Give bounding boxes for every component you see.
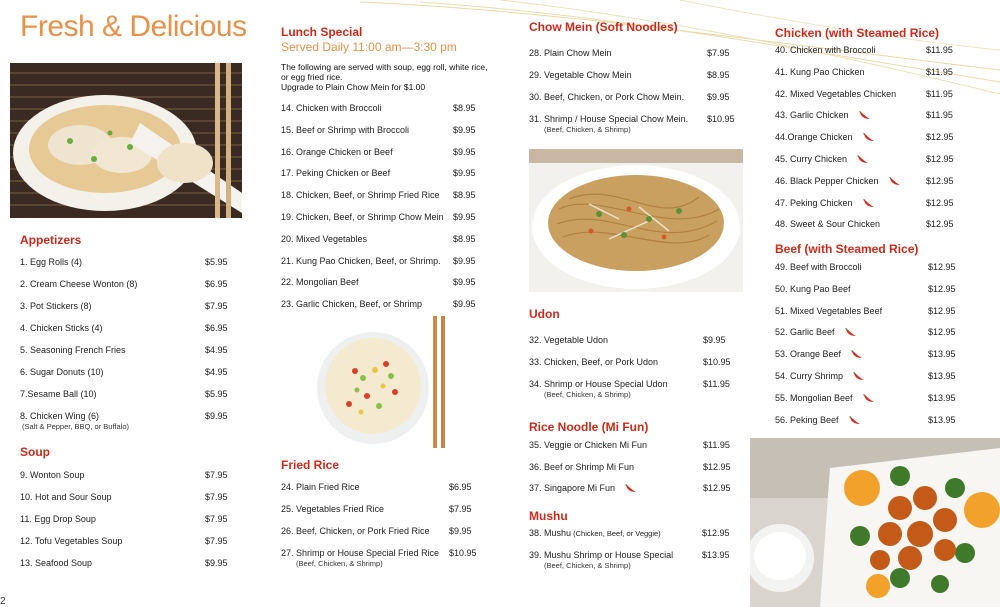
item-name: 53. Orange Beef (775, 349, 842, 360)
item-price: $11.95 (703, 440, 730, 450)
item-price: $12.95 (928, 327, 956, 338)
menu-item-50-kung-pao-beef (775, 284, 968, 298)
menu-item-30-beef-chicken-or-pork-chow-mein (529, 92, 747, 106)
item-price: $11.95 (926, 110, 953, 121)
item-name: 32. Vegetable Udon (529, 335, 609, 345)
item-price: $9.95 (453, 124, 476, 135)
menu-item-43-garlic-chicken (775, 110, 966, 124)
lunch-special-hours: Served Daily 11:00 am—3:30 pm (281, 40, 457, 54)
item-price: $7.95 (449, 504, 472, 514)
item-price: $7.95 (205, 470, 228, 480)
menu-item-17-peking-chicken-or-beef (281, 168, 493, 182)
item-price: $6.95 (449, 482, 472, 492)
item-name: 16. Orange Chicken or Beef (281, 146, 393, 157)
item-price: $11.95 (926, 88, 953, 99)
item-price: $11.95 (703, 379, 730, 389)
item-price: $11.95 (926, 45, 953, 55)
item-name: 49. Beef with Broccoli (775, 262, 862, 272)
menu-item-10-hot-and-sour-soup (20, 492, 245, 506)
wonton-soup-photo (10, 63, 242, 218)
item-price: $10.95 (703, 357, 731, 367)
item-price: $9.95 (205, 411, 228, 421)
chili-pepper-icon (625, 484, 637, 493)
item-name: 21. Kung Pao Chicken, Beef, or Shrimp. (281, 255, 441, 266)
item-name: 9. Wonton Soup (20, 470, 85, 480)
item-name: 38. Mushu (Chicken, Beef, or Veggie) (529, 528, 661, 538)
item-name: 54. Curry Shrimp (775, 371, 844, 381)
item-name: 4. Chicken Sticks (4) (20, 323, 103, 333)
item-name: 19. Chicken, Beef, or Shrimp Chow Mein (281, 212, 444, 222)
item-name: 46. Black Pepper Chicken (775, 175, 879, 186)
item-name: 23. Garlic Chicken, Beef, or Shrimp (281, 299, 423, 310)
item-price: $7.95 (205, 514, 228, 524)
menu-item-25-vegetables-fried-rice (281, 504, 489, 518)
item-name: 1. Egg Rolls (4) (20, 257, 83, 267)
item-price: $9.95 (707, 92, 730, 102)
item-price: $13.95 (928, 414, 956, 425)
item-name: 10. Hot and Sour Soup (20, 492, 112, 502)
menu-item-26-beef-chicken-or-pork-fried-rice (281, 526, 489, 540)
item-note: (Beef, Chicken, & Shrimp) (544, 561, 631, 570)
chow-mein-title: Chow Mein (Soft Noodles) (529, 20, 678, 34)
item-name: 31. Shrimp / House Special Chow Mein. (529, 114, 689, 124)
menu-item-9-wonton-soup (20, 470, 245, 484)
menu-item-2-cream-cheese-wonton-8 (20, 279, 245, 293)
item-price: $12.95 (928, 305, 956, 316)
fried-rice-photo (291, 316, 468, 448)
menu-item-44-orange-chicken (775, 132, 966, 146)
item-name: 51. Mixed Vegetables Beef (775, 305, 883, 316)
item-price: $12.95 (926, 132, 954, 143)
item-price: $10.95 (449, 548, 477, 558)
menu-item-5-seasoning-french-fries (20, 345, 245, 359)
menu-item-1-egg-rolls-4 (20, 257, 245, 271)
orange-chicken-photo (750, 438, 1000, 607)
item-name: 56. Peking Beef (775, 414, 839, 425)
lunch-special-note-2: or egg fried rice. (281, 72, 343, 82)
item-price: $4.95 (205, 367, 228, 377)
menu-item-8-chicken-wing-6 (20, 411, 245, 431)
chili-pepper-icon (863, 133, 875, 142)
item-price: $7.95 (205, 301, 228, 311)
item-name: 22. Mongolian Beef (281, 277, 359, 288)
lunch-special-title: Lunch Special (281, 25, 363, 39)
chili-pepper-icon (853, 372, 865, 381)
menu-item-21-kung-pao-chicken-beef-or-shrimp (281, 256, 493, 270)
item-name: 33. Chicken, Beef, or Pork Udon (529, 357, 659, 367)
item-name: 45. Curry Chicken (775, 154, 848, 164)
menu-headline: Fresh & Delicious (20, 10, 247, 43)
item-name: 30. Beef, Chicken, or Pork Chow Mein. (529, 92, 685, 102)
item-name: 55. Mongolian Beef (775, 392, 853, 403)
menu-item-54-curry-shrimp (775, 371, 968, 385)
beef-title: Beef (with Steamed Rice) (775, 242, 919, 256)
item-price: $12.95 (926, 197, 954, 208)
item-name: 35. Veggie or Chicken Mi Fun (529, 440, 648, 450)
item-note: (Salt & Pepper, BBQ, or Buffalo) (22, 422, 129, 431)
item-price: $5.95 (205, 257, 228, 267)
menu-item-48-sweet-sour-chicken (775, 219, 966, 233)
menu-item-29-vegetable-chow-mein (529, 70, 747, 84)
menu-item-27-shrimp-or-house-special-fried-rice (281, 548, 489, 568)
item-name: 34. Shrimp or House Special Udon (529, 379, 668, 389)
menu-item-16-orange-chicken-or-beef (281, 147, 493, 161)
chili-pepper-icon (845, 328, 857, 337)
menu-item-3-pot-stickers-8 (20, 301, 245, 315)
menu-item-6-sugar-donuts-10 (20, 367, 245, 381)
item-price: $13.95 (928, 371, 956, 381)
item-name: 48. Sweet & Sour Chicken (775, 219, 881, 230)
appetizers-title: Appetizers (20, 233, 82, 247)
menu-item-7-sesame-ball-10 (20, 389, 245, 403)
item-name: 5. Seasoning French Fries (20, 345, 126, 355)
item-name: 15. Beef or Shrimp with Broccoli (281, 124, 410, 135)
item-price: $12.95 (703, 483, 731, 493)
item-name: 7.Sesame Ball (10) (20, 389, 97, 399)
chili-pepper-icon (889, 177, 901, 186)
menu-item-4-chicken-sticks-4 (20, 323, 245, 337)
chili-pepper-icon (863, 199, 875, 208)
menu-item-41-kung-pao-chicken (775, 67, 966, 81)
menu-item-46-black-pepper-chicken (775, 176, 966, 190)
item-price: $9.95 (453, 255, 476, 266)
menu-item-39-mushu-shrimp-or-house-special (529, 550, 742, 570)
item-price: $6.95 (205, 279, 228, 289)
menu-item-49-beef-with-broccoli (775, 262, 968, 276)
item-price: $9.95 (449, 526, 472, 536)
item-price: $12.95 (926, 219, 954, 230)
item-price: $9.95 (703, 335, 726, 345)
menu-item-42-mixed-vegetables-chicken (775, 89, 966, 103)
item-inline-note: (Chicken, Beef, or Veggie) (571, 529, 661, 538)
item-price: $8.95 (453, 190, 476, 201)
item-price: $10.95 (707, 114, 735, 124)
item-price: $9.95 (453, 146, 476, 157)
item-name: 26. Beef, Chicken, or Pork Fried Rice (281, 526, 430, 536)
item-note: (Beef, Chicken, & Shrimp) (296, 559, 383, 568)
item-price: $8.95 (453, 233, 476, 244)
udon-title: Udon (529, 307, 560, 321)
item-price: $5.95 (205, 389, 228, 399)
item-name: 11. Egg Drop Soup (20, 514, 96, 524)
item-price: $7.95 (205, 492, 228, 502)
item-name: 20. Mixed Vegetables (281, 233, 368, 244)
item-name: 37. Singapore Mi Fun (529, 483, 616, 493)
lunch-special-note-1: The following are served with soup, egg roll, white rice, (281, 62, 488, 72)
item-name: 8. Chicken Wing (6) (20, 411, 100, 421)
menu-item-36-beef-or-shrimp-mi-fun (529, 462, 743, 476)
item-note: (Beef, Chicken, & Shrimp) (544, 390, 631, 399)
item-price: $13.95 (702, 550, 730, 560)
menu-item-35-veggie-or-chicken-mi-fun (529, 440, 743, 454)
item-name: 18. Chicken, Beef, or Shrimp Fried Rice (281, 190, 440, 201)
item-note: (Beef, Chicken, & Shrimp) (544, 125, 631, 134)
menu-item-47-peking-chicken (775, 198, 966, 212)
menu-item-33-chicken-beef-or-pork-udon (529, 357, 743, 371)
item-price: $12.95 (926, 175, 954, 186)
item-name: 24. Plain Fried Rice (281, 482, 360, 492)
item-name: 39. Mushu Shrimp or House Special (529, 550, 674, 560)
item-price: $12.95 (703, 461, 731, 472)
chili-pepper-icon (849, 416, 861, 425)
item-name: 25. Vegetables Fried Rice (281, 504, 385, 514)
menu-item-31-shrimp-house-special-chow-mein (529, 114, 747, 134)
menu-item-22-mongolian-beef (281, 277, 493, 291)
mi-fun-title: Rice Noodle (Mi Fun) (529, 420, 649, 434)
item-name: 27. Shrimp or House Special Fried Rice (281, 548, 440, 558)
menu-item-28-plain-chow-mein (529, 48, 747, 62)
item-name: 40. Chicken with Broccoli (775, 45, 876, 55)
item-name: 29. Vegetable Chow Mein (529, 70, 632, 80)
item-price: $9.95 (453, 277, 476, 288)
item-name: 12. Tofu Vegetables Soup (20, 536, 123, 546)
item-price: $13.95 (928, 349, 956, 360)
item-name: 50. Kung Pao Beef (775, 283, 851, 294)
item-name: 2. Cream Cheese Wonton (8) (20, 279, 138, 289)
mushu-title: Mushu (529, 509, 568, 523)
soup-title: Soup (20, 445, 50, 459)
item-name: 17. Peking Chicken or Beef (281, 168, 391, 179)
item-name: 44.Orange Chicken (775, 132, 853, 143)
item-name: 13. Seafood Soup (20, 558, 93, 568)
chili-pepper-icon (857, 155, 869, 164)
menu-item-45-curry-chicken (775, 154, 966, 168)
item-price: $7.95 (205, 536, 228, 546)
menu-item-40-chicken-with-broccoli (775, 45, 966, 59)
menu-item-34-shrimp-or-house-special-udon (529, 379, 743, 399)
chow-mein-photo (529, 149, 743, 292)
chili-pepper-icon (863, 394, 875, 403)
menu-item-56-peking-beef (775, 415, 968, 429)
menu-item-38-mushu (529, 528, 742, 542)
menu-item-55-mongolian-beef (775, 393, 968, 407)
item-price: $9.95 (205, 558, 228, 568)
item-name: 52. Garlic Beef (775, 327, 835, 338)
menu-item-32-vegetable-udon (529, 335, 743, 349)
item-name: 36. Beef or Shrimp Mi Fun (529, 461, 635, 472)
menu-item-12-tofu-vegetables-soup (20, 536, 245, 550)
item-name: 47. Peking Chicken (775, 197, 853, 208)
menu-item-11-egg-drop-soup (20, 514, 245, 528)
item-price: $13.95 (928, 392, 956, 403)
item-price: $9.95 (453, 168, 476, 179)
item-price: $6.95 (205, 323, 228, 333)
chicken-title: Chicken (with Steamed Rice) (775, 26, 940, 40)
item-price: $12.95 (926, 154, 954, 164)
menu-item-15-beef-or-shrimp-with-broccoli (281, 125, 493, 139)
item-name: 28. Plain Chow Mein (529, 48, 612, 58)
page-number: 2 (0, 596, 6, 607)
menu-item-14-chicken-with-broccoli (281, 103, 493, 117)
menu-item-19-chicken-beef-or-shrimp-chow-mein (281, 212, 493, 226)
chili-pepper-icon (851, 350, 863, 359)
item-name: 6. Sugar Donuts (10) (20, 367, 104, 377)
menu-item-37-singapore-mi-fun (529, 483, 743, 497)
item-name: 41. Kung Pao Chicken (775, 66, 865, 77)
item-price: $12.95 (928, 262, 956, 272)
menu-item-24-plain-fried-rice (281, 482, 489, 496)
item-price: $4.95 (205, 345, 228, 355)
menu-item-51-mixed-vegetables-beef (775, 306, 968, 320)
item-price: $11.95 (926, 66, 953, 77)
item-price: $9.95 (453, 299, 476, 310)
chili-pepper-icon (859, 111, 871, 120)
item-name: 14. Chicken with Broccoli (281, 103, 382, 113)
item-price: $8.95 (707, 70, 730, 80)
item-name: 42. Mixed Vegetables Chicken (775, 88, 897, 99)
item-name: 3. Pot Stickers (8) (20, 301, 92, 311)
menu-item-53-orange-beef (775, 349, 968, 363)
menu-item-23-garlic-chicken-beef-or-shrimp (281, 299, 493, 313)
menu-item-20-mixed-vegetables (281, 234, 493, 248)
menu-item-18-chicken-beef-or-shrimp-fried-rice (281, 190, 493, 204)
item-price: $8.95 (453, 103, 476, 113)
menu-item-13-seafood-soup (20, 558, 245, 572)
item-price: $12.95 (928, 283, 956, 294)
fried-rice-title: Fried Rice (281, 458, 340, 472)
lunch-special-note-3: Upgrade to Plain Chow Mein for $1.00 (281, 82, 426, 92)
menu-item-52-garlic-beef (775, 327, 968, 341)
item-price: $7.95 (707, 48, 730, 58)
item-price: $12.95 (702, 528, 730, 538)
item-price: $9.95 (453, 212, 476, 222)
item-name: 43. Garlic Chicken (775, 110, 849, 121)
